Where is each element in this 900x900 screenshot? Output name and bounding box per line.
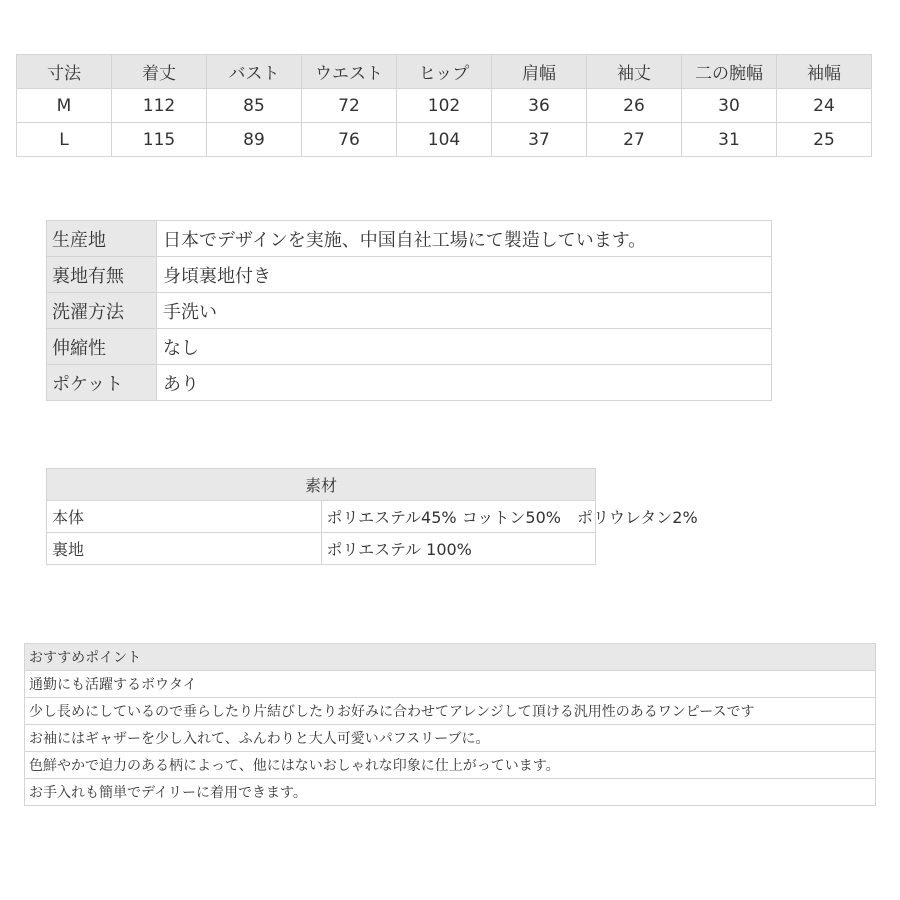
- size-header-cell: 肩幅: [492, 55, 587, 89]
- size-cell: 27: [587, 123, 682, 157]
- size-cell: 30: [682, 89, 777, 123]
- material-value: ポリエステル45% コットン50% ポリウレタン2%: [321, 501, 596, 533]
- size-header-cell: 袖丈: [587, 55, 682, 89]
- size-cell: 104: [397, 123, 492, 157]
- size-cell: 76: [302, 123, 397, 157]
- size-cell: 26: [587, 89, 682, 123]
- size-cell: L: [17, 123, 112, 157]
- size-header-cell: 二の腕幅: [682, 55, 777, 89]
- size-cell: M: [17, 89, 112, 123]
- points-header: おすすめポイント: [25, 644, 876, 671]
- spec-label: 伸縮性: [47, 329, 157, 365]
- material-row-lining: [47, 533, 596, 565]
- spec-value: なし: [157, 329, 772, 365]
- points-header-row: [25, 644, 876, 671]
- spec-row-washing: [47, 293, 772, 329]
- material-value: ポリエステル 100%: [321, 533, 596, 565]
- size-cell: 24: [777, 89, 872, 123]
- point-item: 通勤にも活躍するボウタイ: [25, 671, 876, 698]
- size-header-cell: 袖幅: [777, 55, 872, 89]
- points-row: [25, 698, 876, 725]
- size-header-cell: 着丈: [112, 55, 207, 89]
- size-cell: 115: [112, 123, 207, 157]
- size-row-l: [17, 123, 872, 157]
- size-cell: 102: [397, 89, 492, 123]
- points-row: [25, 752, 876, 779]
- material-table: [46, 468, 698, 565]
- size-header-cell: ヒップ: [397, 55, 492, 89]
- points-row: [25, 725, 876, 752]
- spec-row-lining: [47, 257, 772, 293]
- size-header-cell: 寸法: [17, 55, 112, 89]
- material-header-row: [47, 469, 596, 501]
- spec-value: 日本でデザインを実施、中国自社工場にて製造しています。: [157, 221, 772, 257]
- size-cell: 112: [112, 89, 207, 123]
- material-row-body: [47, 501, 596, 533]
- size-cell: 89: [207, 123, 302, 157]
- spec-label: 生産地: [47, 221, 157, 257]
- spec-table: [46, 220, 772, 401]
- material-header: 素材: [47, 469, 596, 501]
- spec-row-pocket: [47, 365, 772, 401]
- spec-row-origin: [47, 221, 772, 257]
- point-item: お袖にはギャザーを少し入れて、ふんわりと大人可愛いパフスリーブに。: [25, 725, 876, 752]
- point-item: 色鮮やかで迫力のある柄によって、他にはないおしゃれな印象に仕上がっています。: [25, 752, 876, 779]
- size-header-cell: バスト: [207, 55, 302, 89]
- spec-row-stretch: [47, 329, 772, 365]
- material-label: 本体: [47, 501, 322, 533]
- material-label: 裏地: [47, 533, 322, 565]
- spec-value: 手洗い: [157, 293, 772, 329]
- size-header-cell: ウエスト: [302, 55, 397, 89]
- points-table: [24, 643, 876, 806]
- spec-label: 洗濯方法: [47, 293, 157, 329]
- size-cell: 37: [492, 123, 587, 157]
- point-item: 少し長めにしているので垂らしたり片結びしたりお好みに合わせてアレンジして頂ける汎用性のあるワンピースです: [25, 698, 876, 725]
- spec-label: ポケット: [47, 365, 157, 401]
- spec-value: あり: [157, 365, 772, 401]
- size-cell: 36: [492, 89, 587, 123]
- points-row: [25, 671, 876, 698]
- size-cell: 31: [682, 123, 777, 157]
- size-table: [16, 54, 872, 157]
- point-item: お手入れも簡単でデイリーに着用できます。: [25, 779, 876, 806]
- spec-value: 身頃裏地付き: [157, 257, 772, 293]
- size-cell: 72: [302, 89, 397, 123]
- points-row: [25, 779, 876, 806]
- size-cell: 25: [777, 123, 872, 157]
- spec-label: 裏地有無: [47, 257, 157, 293]
- size-header-row: [17, 55, 872, 89]
- size-cell: 85: [207, 89, 302, 123]
- size-row-m: [17, 89, 872, 123]
